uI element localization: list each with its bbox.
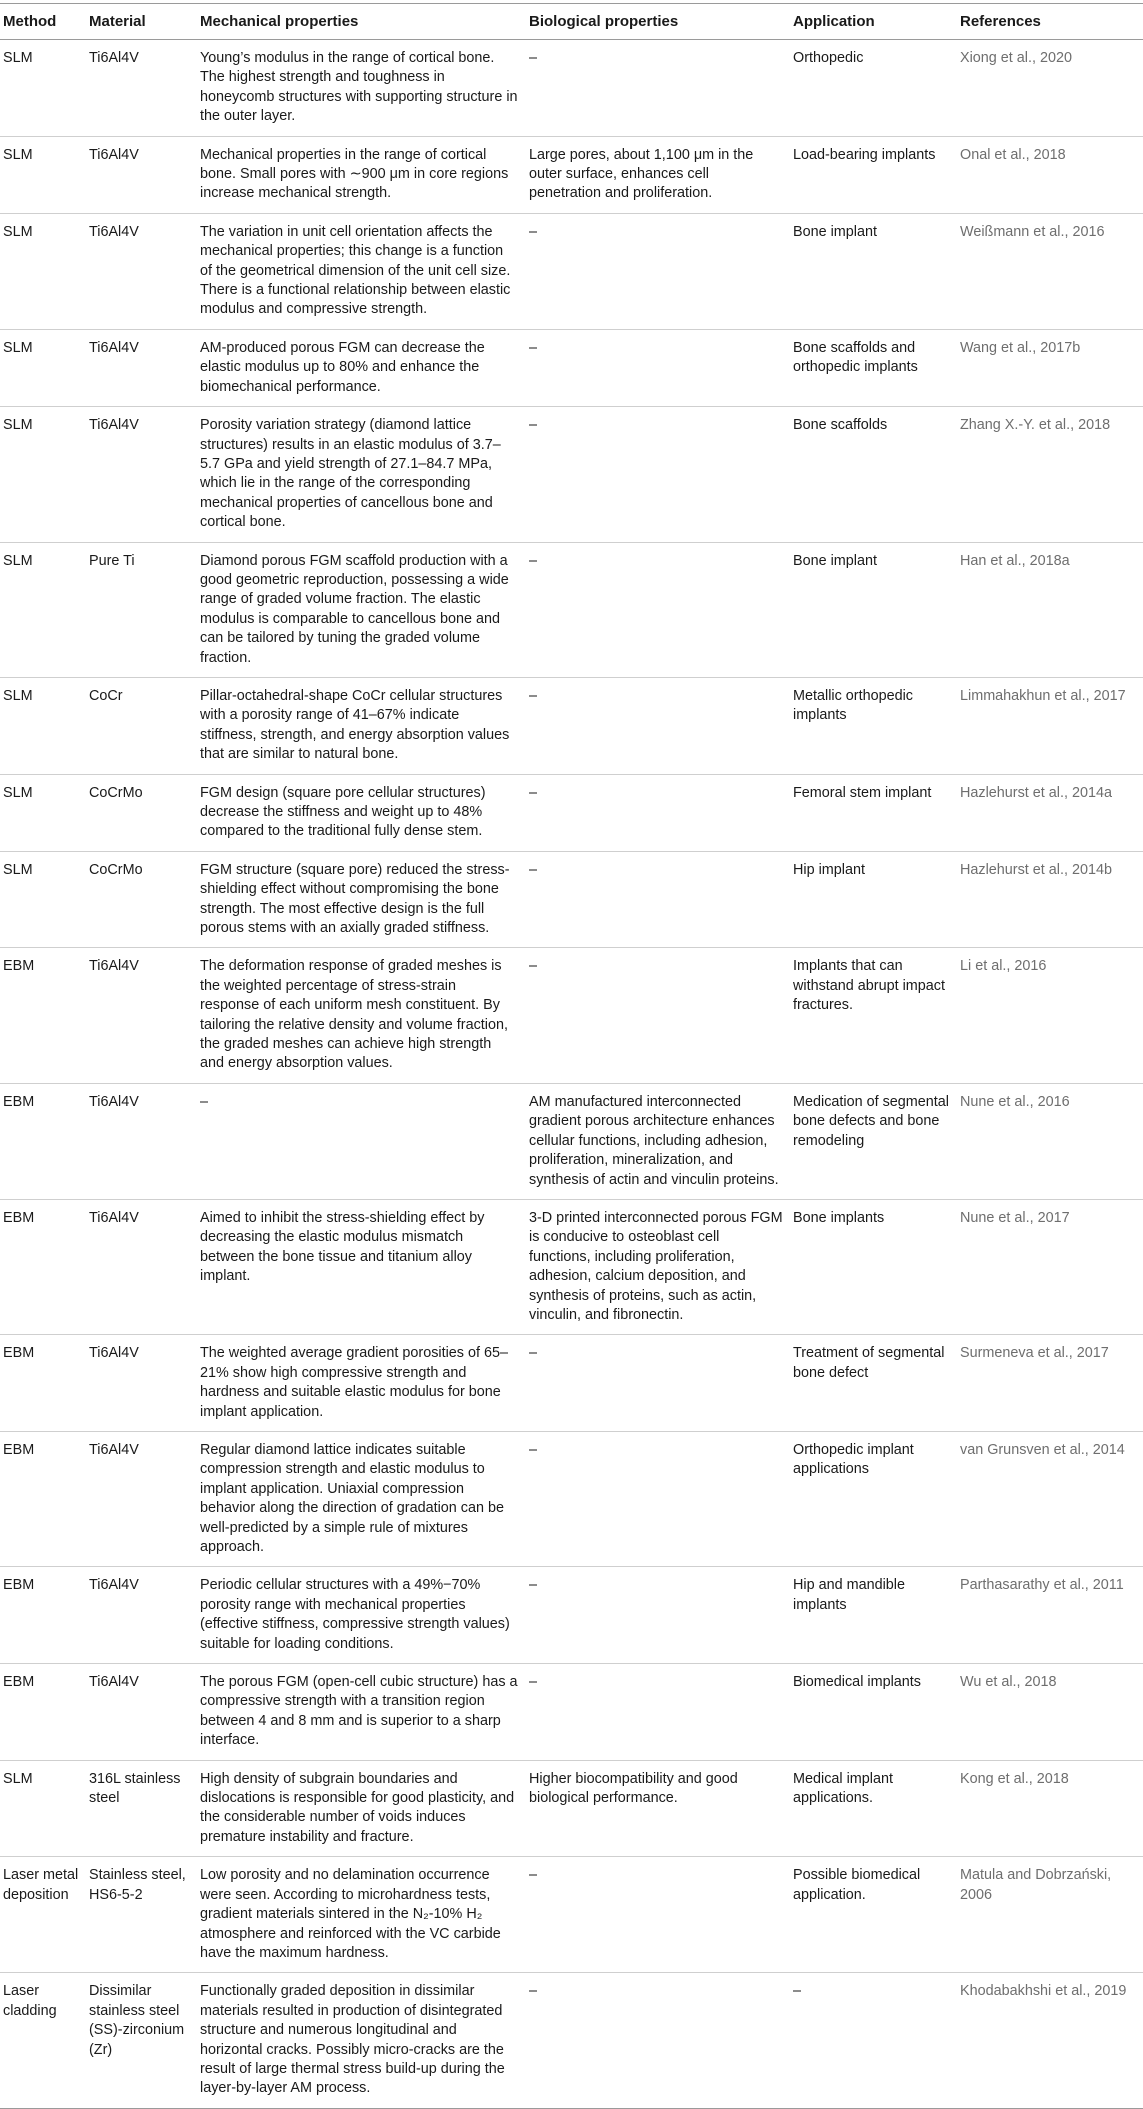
cell-application: – — [789, 1973, 956, 2108]
cell-material: Ti6Al4V — [85, 1335, 196, 1432]
cell-biological-properties: – — [525, 948, 789, 1083]
cell-material: Stainless steel, HS6-5-2 — [85, 1857, 196, 1973]
cell-application: Medication of segmental bone defects and bone remodeling — [789, 1083, 956, 1199]
table-row — [0, 40, 1143, 137]
table-row — [0, 329, 1143, 406]
cell-application: Bone implant — [789, 542, 956, 677]
cell-material: Ti6Al4V — [85, 1567, 196, 1664]
cell-application: Biomedical implants — [789, 1664, 956, 1761]
cell-reference: Wu et al., 2018 — [956, 1664, 1143, 1761]
cell-biological-properties: – — [525, 1335, 789, 1432]
header-references: References — [960, 13, 1041, 30]
cell-method: Laser metal deposition — [0, 1857, 85, 1973]
cell-biological-properties: – — [525, 213, 789, 329]
cell-reference: Wang et al., 2017b — [956, 329, 1143, 406]
cell-method: SLM — [0, 136, 85, 213]
table-row — [0, 542, 1143, 677]
cell-material: Pure Ti — [85, 542, 196, 677]
cell-mechanical-properties: The weighted average gradient porosities of 65–21% show high compressive strength and hardness and suitable elastic modulus for bone implant application. — [196, 1335, 525, 1432]
cell-mechanical-properties: Pillar-octahedral-shape CoCr cellular structures with a porosity range of 41–67% indicate stiffness, strength, and energy absorption values that are similar to natural bone. — [196, 677, 525, 774]
cell-method: EBM — [0, 1199, 85, 1334]
table-row — [0, 1335, 1143, 1432]
cell-method: SLM — [0, 329, 85, 406]
cell-method: SLM — [0, 542, 85, 677]
cell-reference: Surmeneva et al., 2017 — [956, 1335, 1143, 1432]
cell-biological-properties: – — [525, 774, 789, 851]
header-application: Application — [793, 13, 875, 30]
cell-mechanical-properties: Low porosity and no delamination occurrence were seen. According to microhardness tests, gradient materials sintered in the N₂-10% H₂ atmosphere and reinforced with the VC carbide have the maximum hardness. — [196, 1857, 525, 1973]
cell-application: Orthopedic implant applications — [789, 1431, 956, 1566]
cell-reference: Xiong et al., 2020 — [956, 40, 1143, 137]
cell-application: Load-bearing implants — [789, 136, 956, 213]
cell-application: Orthopedic — [789, 40, 956, 137]
cell-biological-properties: 3-D printed interconnected porous FGM is conducive to osteoblast cell functions, including proliferation, adhesion, calcium deposition, and synthesis of proteins, such as actin, vinculin, and fibronectin. — [525, 1199, 789, 1334]
table-row — [0, 1973, 1143, 2108]
table-row — [0, 1760, 1143, 1857]
header-material: Material — [89, 13, 146, 30]
cell-reference: Parthasarathy et al., 2011 — [956, 1567, 1143, 1664]
cell-reference: Matula and Dobrzański, 2006 — [956, 1857, 1143, 1973]
cell-mechanical-properties: AM-produced porous FGM can decrease the elastic modulus up to 80% and enhance the biomechanical performance. — [196, 329, 525, 406]
table-row — [0, 677, 1143, 774]
cell-application: Hip implant — [789, 851, 956, 948]
cell-reference: Nune et al., 2016 — [956, 1083, 1143, 1199]
cell-reference: Han et al., 2018a — [956, 542, 1143, 677]
cell-application: Possible biomedical application. — [789, 1857, 956, 1973]
cell-biological-properties: – — [525, 677, 789, 774]
table-row — [0, 1083, 1143, 1199]
cell-material: Dissimilar stainless steel (SS)-zirconium (Zr) — [85, 1973, 196, 2108]
cell-biological-properties: – — [525, 851, 789, 948]
cell-application: Bone scaffolds — [789, 407, 956, 542]
cell-biological-properties: – — [525, 1567, 789, 1664]
table-row — [0, 1664, 1143, 1761]
cell-material: CoCrMo — [85, 774, 196, 851]
cell-biological-properties: – — [525, 1857, 789, 1973]
cell-application: Treatment of segmental bone defect — [789, 1335, 956, 1432]
cell-biological-properties: Large pores, about 1,100 μm in the outer surface, enhances cell penetration and proliferation. — [525, 136, 789, 213]
cell-reference: Limmahakhun et al., 2017 — [956, 677, 1143, 774]
table-row — [0, 774, 1143, 851]
header-method: Method — [3, 13, 57, 30]
table-row — [0, 1199, 1143, 1334]
table-row — [0, 1431, 1143, 1566]
cell-reference: Khodabakhshi et al., 2019 — [956, 1973, 1143, 2108]
cell-mechanical-properties: High density of subgrain boundaries and dislocations is responsible for good plasticity, and the considerable number of voids induces premature instability and fracture. — [196, 1760, 525, 1857]
header-biological-properties: Biological properties — [529, 13, 679, 30]
properties-table — [0, 3, 1143, 2109]
cell-mechanical-properties: Regular diamond lattice indicates suitable compression strength and elastic modulus to implant application. Uniaxial compression behavior along the direction of gradation can be well-predicted by a simple rule of mixtures approach. — [196, 1431, 525, 1566]
cell-material: 316L stainless steel — [85, 1760, 196, 1857]
table-row — [0, 213, 1143, 329]
table-row — [0, 948, 1143, 1083]
cell-method: SLM — [0, 774, 85, 851]
cell-method: SLM — [0, 407, 85, 542]
cell-mechanical-properties: Periodic cellular structures with a 49%−70% porosity range with mechanical properties (effective stiffness, compressive strength values) suitable for loading conditions. — [196, 1567, 525, 1664]
cell-material: CoCrMo — [85, 851, 196, 948]
cell-mechanical-properties: The deformation response of graded meshes is the weighted percentage of stress-strain response of each uniform mesh constituent. By tailoring the relative density and volume fraction, the graded meshes can achieve high strength and energy absorption values. — [196, 948, 525, 1083]
cell-biological-properties: – — [525, 1431, 789, 1566]
cell-reference: Li et al., 2016 — [956, 948, 1143, 1083]
cell-material: Ti6Al4V — [85, 1083, 196, 1199]
cell-application: Bone scaffolds and orthopedic implants — [789, 329, 956, 406]
cell-mechanical-properties: The porous FGM (open-cell cubic structure) has a compressive strength with a transition region between 4 and 8 mm and is superior to a sharp interface. — [196, 1664, 525, 1761]
cell-method: EBM — [0, 948, 85, 1083]
cell-mechanical-properties: – — [196, 1083, 525, 1199]
cell-method: SLM — [0, 1760, 85, 1857]
cell-material: Ti6Al4V — [85, 329, 196, 406]
table-row — [0, 851, 1143, 948]
table-row — [0, 1567, 1143, 1664]
cell-material: Ti6Al4V — [85, 136, 196, 213]
cell-biological-properties: – — [525, 1973, 789, 2108]
cell-biological-properties: – — [525, 407, 789, 542]
cell-application: Bone implants — [789, 1199, 956, 1334]
cell-application: Medical implant applications. — [789, 1760, 956, 1857]
cell-method: SLM — [0, 213, 85, 329]
cell-biological-properties: Higher biocompatibility and good biological performance. — [525, 1760, 789, 1857]
cell-biological-properties: – — [525, 329, 789, 406]
cell-reference: Nune et al., 2017 — [956, 1199, 1143, 1334]
cell-material: CoCr — [85, 677, 196, 774]
table-row — [0, 136, 1143, 213]
cell-material: Ti6Al4V — [85, 213, 196, 329]
cell-material: Ti6Al4V — [85, 948, 196, 1083]
cell-mechanical-properties: Mechanical properties in the range of cortical bone. Small pores with ∼900 μm in core regions increase mechanical strength. — [196, 136, 525, 213]
cell-method: EBM — [0, 1567, 85, 1664]
cell-mechanical-properties: Diamond porous FGM scaffold production with a good geometric reproduction, possessing a wide range of graded volume fraction. The elastic modulus is comparable to cancellous bone and can be tailored by tuning the graded volume fraction. — [196, 542, 525, 677]
cell-reference: Weißmann et al., 2016 — [956, 213, 1143, 329]
cell-application: Implants that can withstand abrupt impact fractures. — [789, 948, 956, 1083]
cell-mechanical-properties: The variation in unit cell orientation affects the mechanical properties; this change is a function of the geometrical dimension of the unit cell size. There is a functional relationship between elastic modulus and compressive strength. — [196, 213, 525, 329]
cell-reference: Hazlehurst et al., 2014a — [956, 774, 1143, 851]
cell-application: Metallic orthopedic implants — [789, 677, 956, 774]
cell-mechanical-properties: FGM design (square pore cellular structures) decrease the stiffness and weight up to 48% compared to the traditional fully dense stem. — [196, 774, 525, 851]
cell-material: Ti6Al4V — [85, 1664, 196, 1761]
cell-reference: Kong et al., 2018 — [956, 1760, 1143, 1857]
cell-material: Ti6Al4V — [85, 1431, 196, 1566]
cell-method: Laser cladding — [0, 1973, 85, 2108]
cell-material: Ti6Al4V — [85, 40, 196, 137]
cell-mechanical-properties: Aimed to inhibit the stress-shielding effect by decreasing the elastic modulus mismatch between the bone tissue and titanium alloy implant. — [196, 1199, 525, 1334]
cell-mechanical-properties: FGM structure (square pore) reduced the stress-shielding effect without compromising the bone strength. The most effective design is the full porous stems with an axially graded stiffness. — [196, 851, 525, 948]
cell-method: SLM — [0, 677, 85, 774]
cell-biological-properties: AM manufactured interconnected gradient porous architecture enhances cellular functions, including adhesion, proliferation, mineralization, and synthesis of actin and vinculin proteins. — [525, 1083, 789, 1199]
cell-reference: van Grunsven et al., 2014 — [956, 1431, 1143, 1566]
cell-material: Ti6Al4V — [85, 407, 196, 542]
cell-method: EBM — [0, 1083, 85, 1199]
cell-reference: Zhang X.-Y. et al., 2018 — [956, 407, 1143, 542]
cell-application: Femoral stem implant — [789, 774, 956, 851]
cell-material: Ti6Al4V — [85, 1199, 196, 1334]
table-body — [0, 40, 1143, 2109]
cell-method: SLM — [0, 40, 85, 137]
cell-biological-properties: – — [525, 542, 789, 677]
cell-application: Bone implant — [789, 213, 956, 329]
cell-method: EBM — [0, 1664, 85, 1761]
cell-biological-properties: – — [525, 40, 789, 137]
cell-method: EBM — [0, 1335, 85, 1432]
cell-method: SLM — [0, 851, 85, 948]
cell-mechanical-properties: Functionally graded deposition in dissimilar materials resulted in production of disintegrated structure and numerous longitudinal and horizontal cracks. Possibly micro-cracks are the result of large thermal stress build-up during the layer-by-layer AM process. — [196, 1973, 525, 2108]
cell-reference: Hazlehurst et al., 2014b — [956, 851, 1143, 948]
header-mechanical-properties: Mechanical properties — [200, 13, 359, 30]
cell-biological-properties: – — [525, 1664, 789, 1761]
table-row — [0, 407, 1143, 542]
cell-mechanical-properties: Porosity variation strategy (diamond lattice structures) results in an elastic modulus of 3.7–5.7 GPa and yield strength of 27.1–84.7 MPa, which lie in the range of the corresponding mechanical properties of cancellous bone and cortical bone. — [196, 407, 525, 542]
cell-method: EBM — [0, 1431, 85, 1566]
cell-application: Hip and mandible implants — [789, 1567, 956, 1664]
cell-mechanical-properties: Young’s modulus in the range of cortical bone. The highest strength and toughness in honeycomb structures with supporting structure in the outer layer. — [196, 40, 525, 137]
table-row — [0, 1857, 1143, 1973]
cell-reference: Onal et al., 2018 — [956, 136, 1143, 213]
table-header — [0, 4, 1143, 40]
